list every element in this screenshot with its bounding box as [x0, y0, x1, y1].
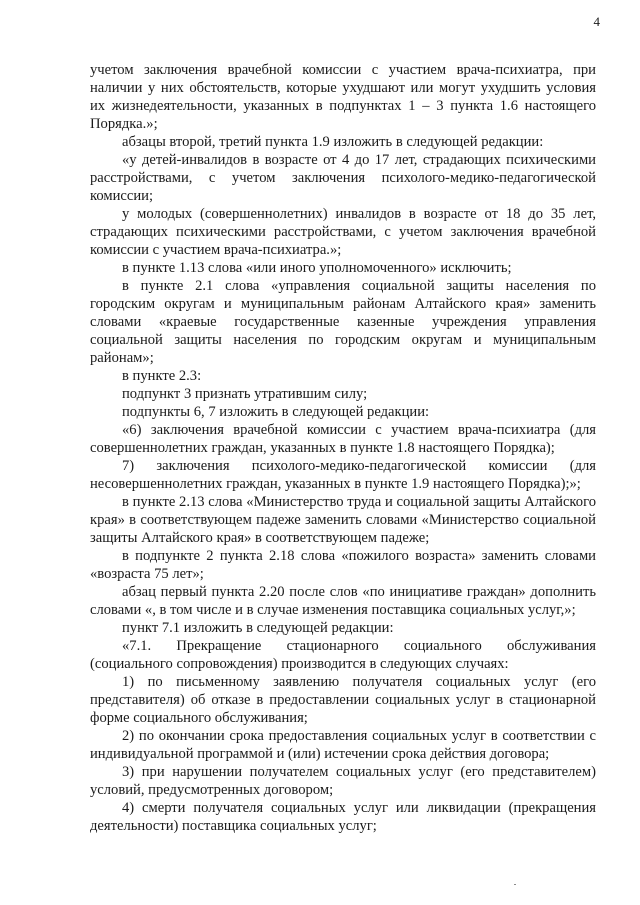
- scan-speck: [514, 884, 516, 885]
- paragraph-subpoint-6-text: «6) заключения врачебной комиссии с участием врача-психиатра (для совершеннолетних граждан, указанных в пункте 1.8 настоящего Порядка);: [90, 422, 596, 456]
- paragraph-subpoints-6-7: подпункты 6, 7 изложить в следующей редакции:: [122, 404, 430, 420]
- paragraph-amend-7-1: пункт 7.1 изложить в следующей редакции:: [122, 620, 394, 636]
- paragraph-amend-2-3: в пункте 2.3:: [122, 368, 202, 384]
- paragraph-young-disabled: у молодых (совершеннолетних) инвалидов в возрасте от 18 до 35 лет, страдающих психическими расстройствами, с учетом заключения врачебной комиссии с участием врача-психиатра.»;: [90, 206, 596, 258]
- paragraph-continuation: учетом заключения врачебной комиссии с участием врача-психиатра, при наличии у них обстоятельств, которые ухудшают или могут ухудшить условия их жизнедеятельности, указанных в подпунктах 1 – 3 пункта 1.6 настоящего Порядка.»;: [90, 62, 596, 132]
- paragraph-amend-2-13: в пункте 2.13 слова «Министерство труда и социальной защиты Алтайского края» в соответствующем падеже заменить словами «Министерство социальной защиты Алтайского края» в соответствующем падеже;: [90, 494, 596, 546]
- paragraph-7-1-text: «7.1. Прекращение стационарного социального обслуживания (социального сопровождения) производится в следующих случаях:: [90, 638, 596, 672]
- list-item-case-2: 2) по окончании срока предоставления социальных услуг в соответствии с индивидуальной программой и (или) истечении срока действия договора;: [90, 728, 596, 762]
- paragraph-subpoint-7-text: 7) заключения психолого-медико-педагогической комиссии (для несовершеннолетних граждан, указанных в пункте 1.9 настоящего Порядка);»;: [90, 458, 596, 492]
- paragraph-children-disabled: «у детей-инвалидов в возрасте от 4 до 17 лет, страдающих психическими расстройствами, с учетом заключения психолого-медико-педагогической комиссии;: [90, 152, 596, 204]
- paragraph-subpoint-3: подпункт 3 признать утратившим силу;: [122, 386, 368, 402]
- paragraph-amend-2-20: абзац первый пункта 2.20 после слов «по инициативе граждан» дополнить словами «, в том числе и в случае изменения поставщика социальных услуг,»;: [90, 584, 596, 618]
- list-item-case-1: 1) по письменному заявлению получателя социальных услуг (его представителя) об отказе в предоставлении социальных услуг в стационарной форме социального обслуживания;: [90, 674, 596, 726]
- paragraph-amend-1-9: абзацы второй, третий пункта 1.9 изложить в следующей редакции:: [122, 134, 544, 150]
- paragraph-amend-2-1: в пункте 2.1 слова «управления социальной защиты населения по городским округам и муниципальным районам Алтайского края» заменить словами «краевые государственные казенные учреждения управления социальной защиты населения по городским округам и муниципальным районам»;: [90, 278, 596, 366]
- paragraph-amend-1-13: в пункте 1.13 слова «или иного уполномоченного» исключить;: [122, 260, 512, 276]
- list-item-case-3: 3) при нарушении получателем социальных услуг (его представителем) условий, предусмотренных договором;: [90, 764, 596, 798]
- page-number: 4: [593, 14, 600, 29]
- document-body: [90, 61, 596, 835]
- paragraph-amend-2-18: в подпункте 2 пункта 2.18 слова «пожилого возраста» заменить словами «возраста 75 лет»;: [90, 548, 596, 582]
- list-item-case-4: 4) смерти получателя социальных услуг или ликвидации (прекращения деятельности) поставщика социальных услуг;: [90, 800, 596, 834]
